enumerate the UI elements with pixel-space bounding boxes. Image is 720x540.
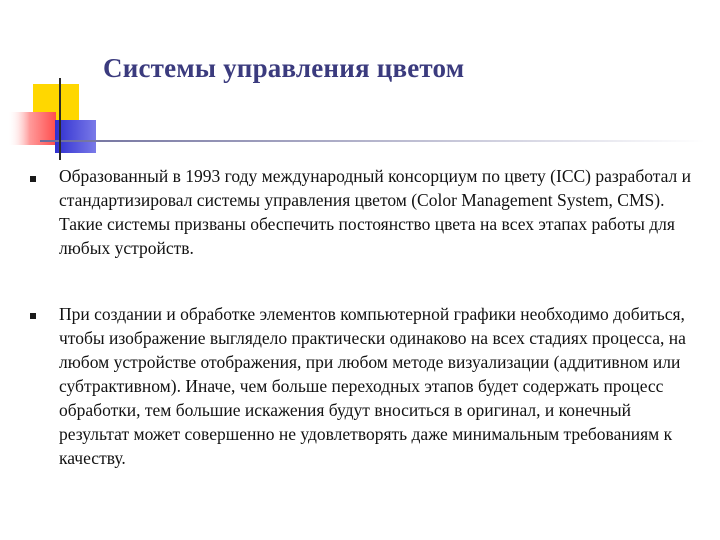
blue-square	[55, 120, 96, 153]
bullet-marker	[30, 313, 36, 319]
title-decoration	[0, 0, 720, 170]
vertical-rule	[59, 78, 61, 160]
title-underline	[40, 140, 705, 142]
page-title: Системы управления цветом	[103, 53, 465, 83]
paragraph-color-consistency: При создании и обработке элементов компьютерной графики необходимо добиться, чтобы изображение выглядело практически одинаково на всех стадиях процесса, на любом устройстве отображения, при любом методе визуализации (аддитивном или субтрактивном). Иначе, чем больше переходных этапов будет содержать процесс обработки, тем большие искажения будут вноситься в оригинал, и конечный результат может совершенно не удовлетворять даже минимальным требованиям к качеству.	[59, 304, 686, 468]
paragraph-icc: Образованный в 1993 году международный консорциум по цвету (ICC) разработал и стандартизировал системы управления цветом (Color Management System, CMS). Такие системы призваны обеспечить постоянство цвета на всех этапах работы для любых устройств.	[59, 166, 692, 258]
bullet-marker	[30, 176, 36, 182]
